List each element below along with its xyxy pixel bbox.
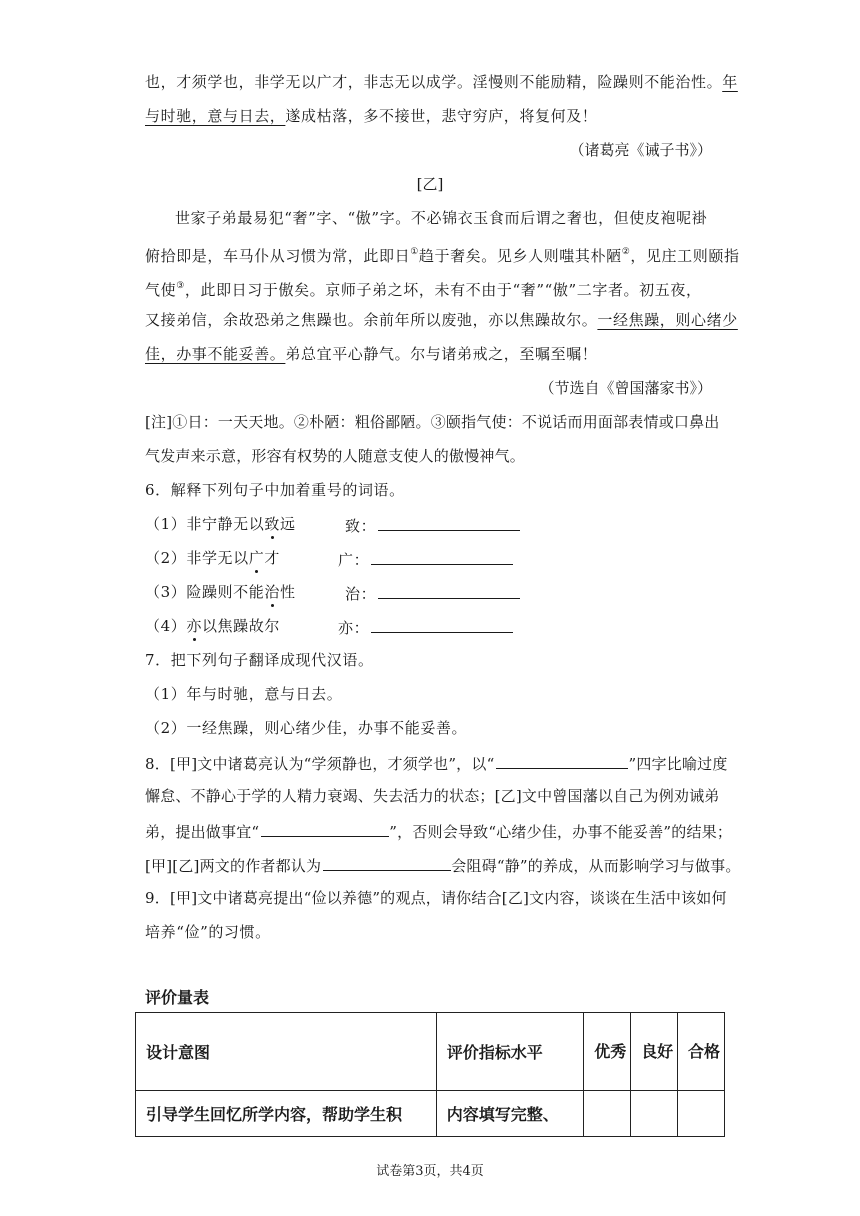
notes-line-2: 气发声来示意，形容有权势的人随意支使人的傲慢神气。 xyxy=(145,447,526,465)
q7-item-1: （1）年与时驰，意与日去。 xyxy=(145,685,343,703)
table-row xyxy=(136,1091,725,1137)
answer-blank[interactable] xyxy=(496,752,628,769)
row-indicator-level: 内容填写完整、 xyxy=(436,1091,584,1137)
yi-line-3: 气使③，此即日习于傲矣。京师子弟之坏，未有不由于“奢”“傲”二字者。初五夜， xyxy=(145,281,702,299)
q7-stem: 7．把下列句子翻译成现代汉语。 xyxy=(145,651,374,669)
answer-blank[interactable] xyxy=(323,854,451,871)
q8-line-3: 弟，提出做事宜“ ”，否则会导致“心绪少佳，办事不能妥善”的结果； xyxy=(145,820,732,842)
row-pass-cell[interactable] xyxy=(678,1091,725,1137)
page-footer: 试卷第3页，共4页 xyxy=(376,1164,484,1179)
row-design-intent: 引导学生回忆所学内容，帮助学生积 xyxy=(136,1091,437,1137)
q9-line-2: 培养“俭”的习惯。 xyxy=(145,923,271,941)
q6-item-4: （4）亦以焦躁故尔 xyxy=(145,617,280,635)
header-indicator-level: 评价指标水平 xyxy=(436,1013,584,1091)
q7-item-2: （2）一经焦躁，则心绪少佳，办事不能妥善。 xyxy=(145,719,468,737)
q8-line-2: 懈怠、不静心于学的人精力衰竭、失去活力的状态；[乙]文中曾国藩以自己为例劝诫弟 xyxy=(145,787,720,805)
answer-blank[interactable] xyxy=(261,820,389,837)
q8-line-1: 8．[甲]文中诸葛亮认为“学须静也，才须学也”，以“ ”四字比喻过度 xyxy=(145,752,728,774)
rubric-title: 评价量表 xyxy=(145,988,210,1007)
q6-item-1: （1）非宁静无以致远 xyxy=(145,515,296,533)
rubric-table xyxy=(135,1012,725,1137)
answer-blank[interactable] xyxy=(371,548,513,565)
q6-stem: 6．解释下列句子中加着重号的词语。 xyxy=(145,481,405,499)
q6-item-2: （2）非学无以广才 xyxy=(145,549,280,567)
emphasis-char: 广 xyxy=(248,549,265,567)
table-header-row xyxy=(136,1013,725,1091)
q6-answer-4: 亦： xyxy=(338,616,513,638)
jia-source: （诸葛亮《诫子书》） xyxy=(569,141,712,159)
yi-line-1: 世家子弟最易犯“奢”字、“傲”字。不必锦衣玉食而后谓之奢也，但使皮袍呢褂 xyxy=(175,209,708,227)
header-good: 良好 xyxy=(631,1013,678,1091)
row-good-cell[interactable] xyxy=(631,1091,678,1137)
yi-line-4: 又接弟信，余故恐弟之焦躁也。余前年所以废弛，亦以焦躁故尔。一经焦躁，则心绪少 xyxy=(145,311,738,329)
yi-line-5: 佳，办事不能妥善。弟总宜平心静气。尔与诸弟戒之，至嘱至嘱！ xyxy=(145,345,598,363)
q6-answer-3: 治： xyxy=(345,582,520,604)
q9-line-1: 9．[甲]文中诸葛亮提出“俭以养德”的观点，请你结合[乙]文内容，谈谈在生活中该如何 xyxy=(145,889,727,907)
answer-blank[interactable] xyxy=(378,514,520,531)
q8-line-4: [甲][乙]两文的作者都认为 会阻碍“静”的养成，从而影响学习与做事。 xyxy=(145,854,741,876)
emphasis-char: 治 xyxy=(264,583,280,601)
emphasis-char: 亦 xyxy=(186,617,202,635)
yi-line-2: 俯拾即是，车马仆从习惯为常，此即日①趋于奢矣。见乡人则嗤其朴陋②，见庄工则颐指 xyxy=(145,247,740,265)
jia-line-2: 与时驰，意与日去，遂成枯落，多不接世，悲守穷庐，将复何及！ xyxy=(145,107,598,125)
notes-line-1: [注]①日：一天天地。②朴陋：粗俗鄙陋。③颐指气使：不说话而用面部表情或口鼻出 xyxy=(145,413,720,431)
q6-item-3: （3）险躁则不能治性 xyxy=(145,583,296,601)
jia-line-1: 也，才须学也，非学无以广才，非志无以成学。淫慢则不能励精，险躁则不能治性。年 xyxy=(145,73,738,91)
q6-answer-2: 广： xyxy=(338,548,513,570)
q6-answer-1: 致： xyxy=(345,514,520,536)
header-pass: 合格 xyxy=(678,1013,725,1091)
yi-label: [乙] xyxy=(416,175,444,193)
answer-blank[interactable] xyxy=(371,616,513,633)
emphasis-char: 致 xyxy=(264,515,280,533)
answer-blank[interactable] xyxy=(378,582,520,599)
header-excellent: 优秀 xyxy=(584,1013,631,1091)
row-excellent-cell[interactable] xyxy=(584,1091,631,1137)
yi-source: （节选自《曾国藩家书》） xyxy=(539,379,712,397)
header-design-intent: 设计意图 xyxy=(136,1013,437,1091)
